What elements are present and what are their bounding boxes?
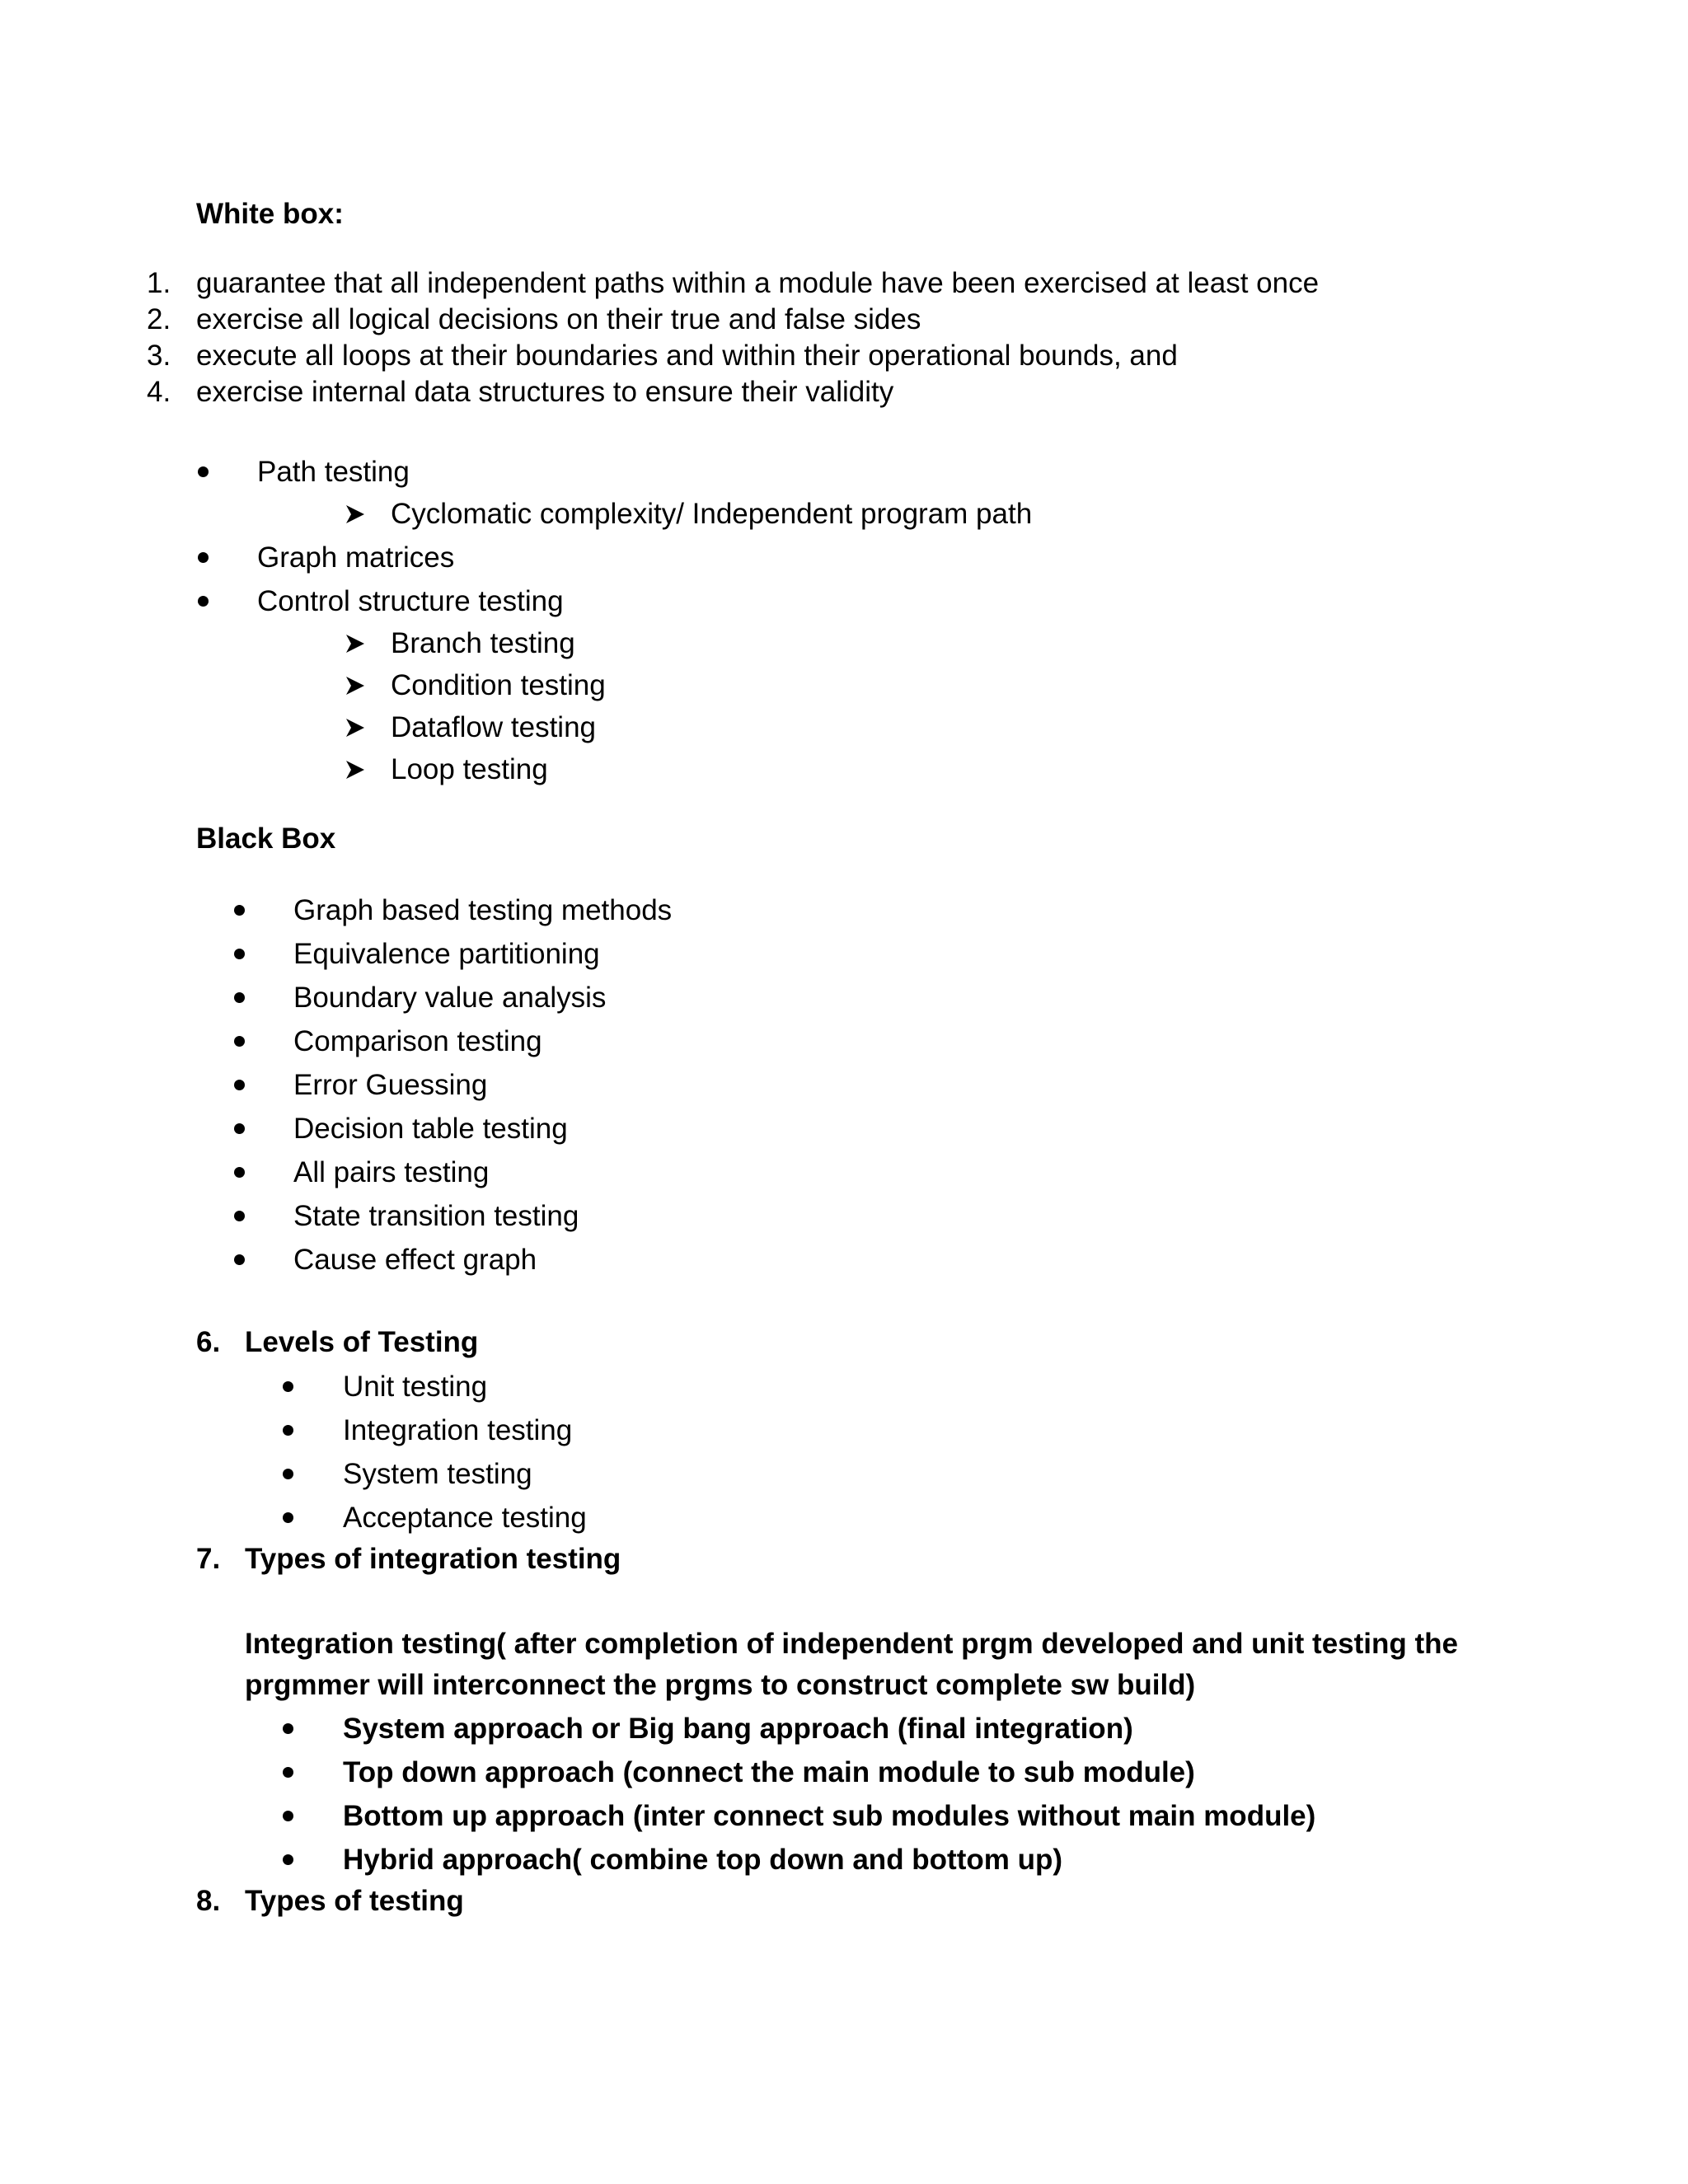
bullet-icon <box>234 1167 245 1178</box>
list-item: Path testing <box>257 456 410 488</box>
bullet-icon <box>234 1254 245 1265</box>
bullet-icon <box>283 1425 293 1436</box>
white-box-heading: White box: <box>196 198 344 230</box>
list-item: State transition testing <box>293 1200 579 1232</box>
section-number: 6. <box>196 1326 221 1358</box>
types-of-testing-heading: Types of testing <box>245 1885 464 1917</box>
section-number: 8. <box>196 1885 221 1917</box>
arrowhead-right-icon <box>345 504 366 525</box>
bullet-icon <box>234 1123 245 1134</box>
list-number: 1. <box>147 267 171 299</box>
list-item: Decision table testing <box>293 1113 568 1145</box>
bullet-icon <box>234 949 245 959</box>
bullet-icon <box>234 992 245 1003</box>
section-number: 7. <box>196 1543 221 1575</box>
sub-list-item: Condition testing <box>391 669 606 701</box>
list-item: exercise all logical decisions on their true and false sides <box>196 303 921 335</box>
list-number: 2. <box>147 303 171 335</box>
list-item: guarantee that all independent paths within a module have been exercised at least once <box>196 267 1320 299</box>
bullet-icon <box>198 466 209 477</box>
levels-heading: Levels of Testing <box>245 1326 479 1358</box>
sub-list-item: Cyclomatic complexity/ Independent program path <box>391 498 1033 530</box>
list-item: All pairs testing <box>293 1156 490 1188</box>
bullet-icon <box>283 1469 293 1479</box>
list-item: Graph matrices <box>257 541 455 574</box>
arrowhead-right-icon <box>345 759 366 780</box>
list-item: System testing <box>343 1458 532 1490</box>
list-item: Control structure testing <box>257 585 564 617</box>
list-item: Top down approach (connect the main module to sub module) <box>343 1756 1195 1788</box>
black-box-heading: Black Box <box>196 823 336 855</box>
list-item: Hybrid approach( combine top down and bottom up) <box>343 1844 1063 1876</box>
bullet-icon <box>198 552 209 563</box>
list-item: System approach or Big bang approach (final integration) <box>343 1713 1133 1745</box>
list-number: 4. <box>147 376 171 408</box>
list-item: Unit testing <box>343 1371 488 1403</box>
list-item: Comparison testing <box>293 1025 542 1057</box>
list-item: Integration testing <box>343 1414 573 1446</box>
sub-list-item: Branch testing <box>391 627 575 659</box>
list-item: Boundary value analysis <box>293 982 607 1014</box>
list-item: Bottom up approach (inter connect sub modules without main module) <box>343 1800 1316 1832</box>
list-item: Acceptance testing <box>343 1502 587 1534</box>
bullet-icon <box>283 1767 293 1778</box>
bullet-icon <box>283 1381 293 1392</box>
bullet-icon <box>198 596 209 607</box>
integration-paragraph-line: Integration testing( after completion of independent prgm developed and unit testing the <box>245 1628 1458 1660</box>
arrowhead-right-icon <box>345 675 366 696</box>
list-item: Cause effect graph <box>293 1244 537 1276</box>
list-item: Equivalence partitioning <box>293 938 600 970</box>
bullet-icon <box>234 1211 245 1221</box>
arrowhead-right-icon <box>345 633 366 654</box>
sub-list-item: Dataflow testing <box>391 711 597 743</box>
bullet-icon <box>283 1854 293 1865</box>
list-item: exercise internal data structures to ensure their validity <box>196 376 894 408</box>
arrowhead-right-icon <box>345 717 366 738</box>
integration-paragraph-line: prgmmer will interconnect the prgms to construct complete sw build) <box>245 1669 1196 1701</box>
integration-types-heading: Types of integration testing <box>245 1543 621 1575</box>
bullet-icon <box>283 1723 293 1734</box>
bullet-icon <box>234 1036 245 1047</box>
list-item: execute all loops at their boundaries and within their operational bounds, and <box>196 340 1178 372</box>
list-number: 3. <box>147 340 171 372</box>
sub-list-item: Loop testing <box>391 753 548 785</box>
bullet-icon <box>234 905 245 916</box>
list-item: Graph based testing methods <box>293 894 673 926</box>
bullet-icon <box>283 1811 293 1821</box>
bullet-icon <box>234 1080 245 1090</box>
list-item: Error Guessing <box>293 1069 488 1101</box>
bullet-icon <box>283 1512 293 1523</box>
